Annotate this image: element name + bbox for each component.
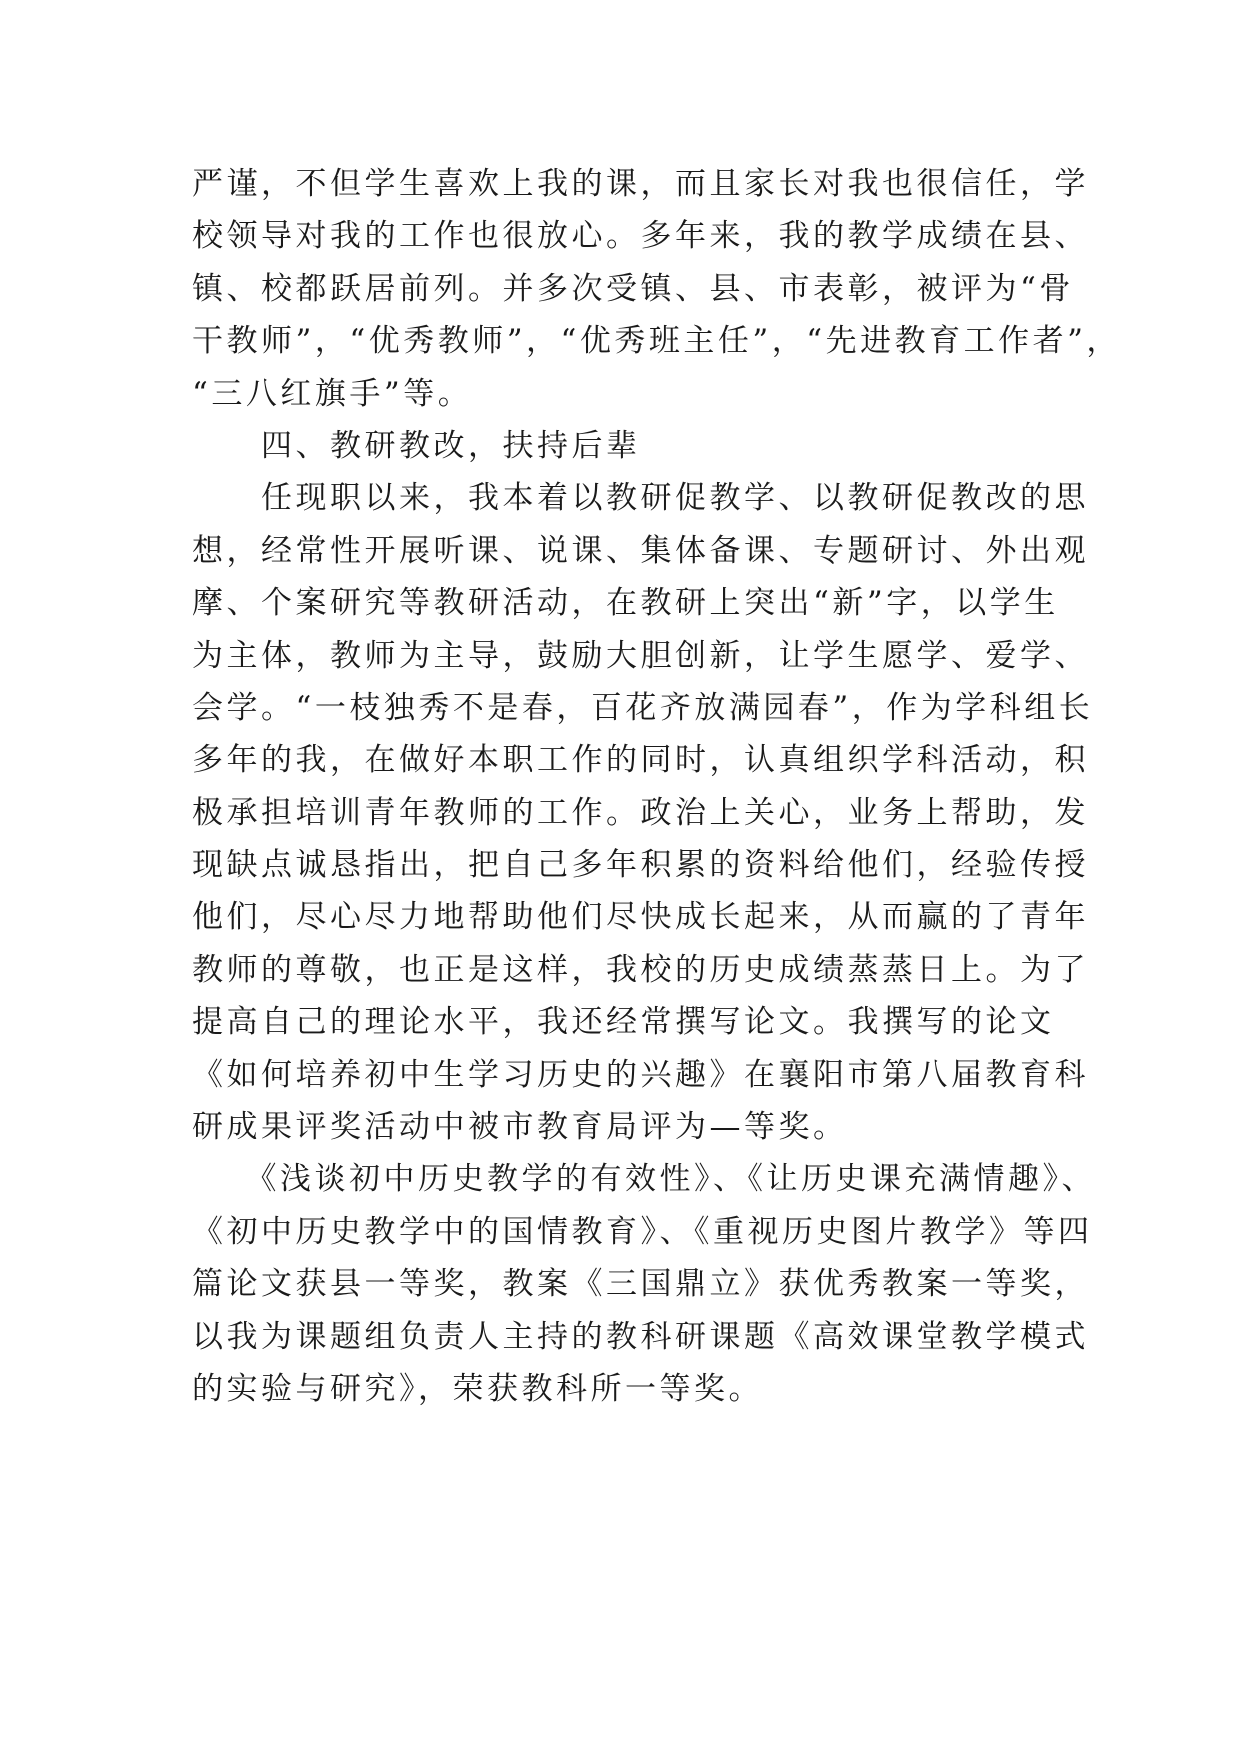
text-line: 会学。“一枝独秀不是春，百花齐放满园春”，作为学科组长 xyxy=(192,689,1094,726)
text-line: “三八红旗手”等。 xyxy=(192,375,473,412)
text-line: 想，经常性开展听课、说课、集体备课、专题研讨、外出观 xyxy=(192,532,1089,569)
text-line: 的实验与研究》，荣获教科所一等奖。 xyxy=(192,1370,763,1407)
text-line: 篇论文获县一等奖，教案《三国鼎立》获优秀教案一等奖， xyxy=(192,1266,1089,1303)
text-line: 他们，尽心尽力地帮助他们尽快成长起来，从而赢的了青年 xyxy=(192,899,1089,936)
text-line: 校领导对我的工作也很放心。多年来，我的教学成绩在县、 xyxy=(192,218,1089,255)
body-text xyxy=(192,158,1121,1415)
text-line: 提高自己的理论水平，我还经常撰写论文。我撰写的论文 xyxy=(192,1004,1055,1041)
text-line: 镇、校都跃居前列。并多次受镇、县、市表彰，被评为“骨 xyxy=(192,270,1074,307)
text-line: 《浅谈初中历史教学的有效性》、《让历史课充满情趣》、 xyxy=(192,1161,1096,1198)
text-line: 以我为课题组负责人主持的教科研课题《高效课堂教学模式 xyxy=(192,1318,1089,1355)
text-line: 极承担培训青年教师的工作。政治上关心，业务上帮助，发 xyxy=(192,794,1089,831)
section-heading: 四、教研教改，扶持后辈 xyxy=(192,427,641,464)
text-line: 研成果评奖活动中被市教育局评为—等奖。 xyxy=(192,1109,848,1146)
text-line: 摩、个案研究等教研活动，在教研上突出“新”字，以学生 xyxy=(192,585,1059,622)
text-line: 多年的我，在做好本职工作的同时，认真组织学科活动，积 xyxy=(192,742,1089,779)
text-line: 任现职以来，我本着以教研促教学、以教研促教改的思 xyxy=(192,480,1089,517)
text-line: 教师的尊敬，也正是这样，我校的历史成绩蒸蒸日上。为了 xyxy=(192,951,1089,988)
text-line: 严谨，不但学生喜欢上我的课，而且家长对我也很信任，学 xyxy=(192,166,1089,202)
text-line: 干教师”，“优秀教师”，“优秀班主任”，“先进教育工作者”， xyxy=(192,323,1121,360)
text-line: 现缺点诚恳指出，把自己多年积累的资料给他们，经验传授 xyxy=(192,847,1089,884)
text-line: 《如何培养初中生学习历史的兴趣》在襄阳市第八届教育科 xyxy=(192,1056,1089,1093)
text-line: 《初中历史教学中的国情教育》、《重视历史图片教学》等四 xyxy=(192,1213,1093,1250)
text-line: 为主体，教师为主导，鼓励大胆创新，让学生愿学、爱学、 xyxy=(192,637,1089,674)
